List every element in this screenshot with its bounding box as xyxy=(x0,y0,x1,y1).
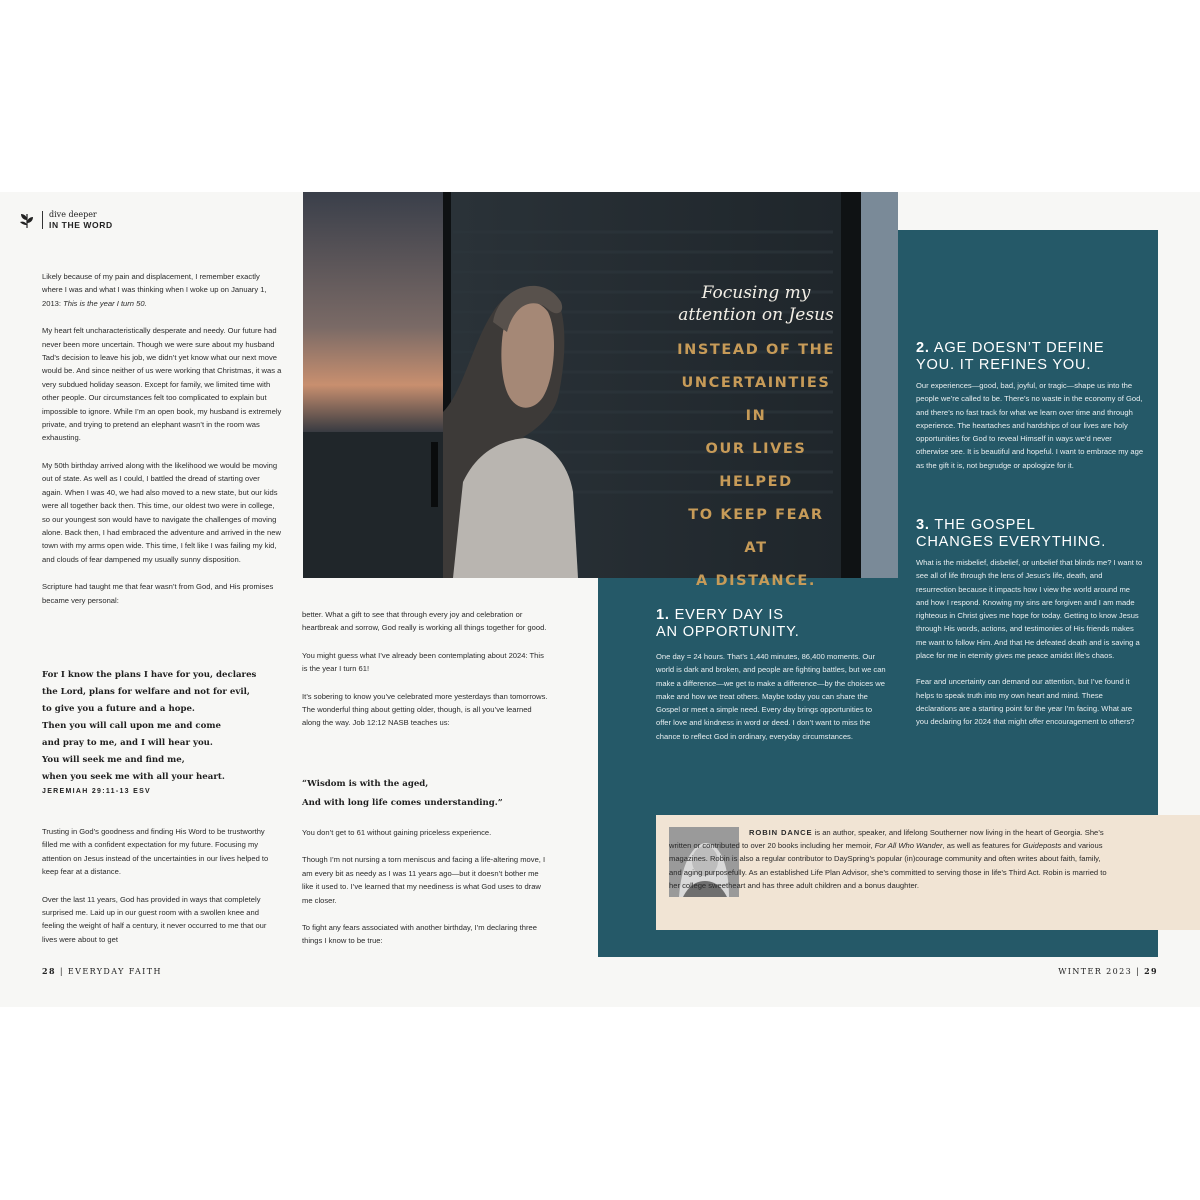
paragraph: Trusting in God’s goodness and finding His Word to be trustworthy filled me with a confident expectation for my future. Focusing my attention on Jesus instead of the uncertainties in our lives helped to keep fear at a distance. xyxy=(42,827,269,877)
pull-quote-line: INSTEAD OF THE xyxy=(677,342,835,358)
pull-quote-line: TO KEEP FEAR AT xyxy=(688,507,824,556)
pull-quote-script-line: attention on Jesus xyxy=(678,305,834,325)
pull-quote xyxy=(676,282,836,598)
scripture-line: when you seek me with all your heart. xyxy=(42,772,225,782)
scripture-quote xyxy=(42,667,282,795)
paragraph: My 50th birthday arrived along with the likelihood we would be moving out of state. As well as I could, I battled the dread of starting over again. When I was 40, we had also moved to a new state, but our kids were all together back then. This time, our oldest two were in college, so our youngest son would have to navigate the challenges of moving alone. Back then, I had embraced the adventure and arrived in the new town with my arms open wide. This time, I felt like I was failing my kid, and clouds of fear dampened my usually sunny disposition. xyxy=(42,460,281,564)
section-3-heading: 3. THE GOSPEL CHANGES EVERYTHING. xyxy=(916,517,1107,550)
body-column-2-continued xyxy=(302,826,548,962)
paragraph: Likely because of my pain and displacement, I remember exactly where I was and what I was thinking when I woke up on January 1, 2013: This is the year I turn 50. xyxy=(42,272,267,308)
scripture-line: and pray to me, and I will hear you. xyxy=(42,738,213,748)
paragraph: Our experiences—good, bad, joyful, or tragic—shape us into the people we’re called to be. There’s no waste in the economy of God, and there’s no fast track for what we learn over time and through experience. The heartaches and hardships of our lives are holy opportunities for God to reveal Himself in ways we’d never otherwise see. It is beautiful and hopeful. I want to embrace my age as the gift it is, not begrudge or apologize for it. xyxy=(916,381,1144,470)
scripture-line: to give you a future and a hope. xyxy=(42,704,195,714)
paragraph: better. What a gift to see that through every joy and celebration or heartbreak and sorrow, God really is working all things together for good. xyxy=(302,610,547,633)
header-kicker: dive deeper xyxy=(49,210,97,219)
pull-quote-line: OUR LIVES HELPED xyxy=(705,441,807,490)
paragraph: My heart felt uncharacteristically desperate and needy. Our future had never been more uncertain. Though we were sure about my husband Tad’s decision to leave his job, we didn’t yet know what our next move would be. And since neither of us were working that Christmas, it was a very subdued holiday season. Except for family, we limited time with other people. Our circumstances felt too complicated to explain but impossible to ignore. While I’m an open book, my husband is extremely private, and trying to pretend an elephant wasn’t in the room was exhausting. xyxy=(42,326,282,443)
job-quote xyxy=(302,775,548,813)
section-header xyxy=(18,210,113,230)
paragraph: What is the misbelief, disbelief, or unbelief that blinds me? I want to see all of life through the lens of Jesus’s life, death, and resurrection because it impacts how I view the world around me and how I respond. Knowing my sins are forgiven and I am made righteous in Christ gives me hope for today. Getting to know Jesus through His words, actions, and testimonies of His friends makes me want to follow Him. And that He defeated death and is saving a place for me in eternity gives me peace amidst life’s chaos. xyxy=(916,558,1143,661)
scripture-line: Then you will call upon me and come xyxy=(42,721,221,731)
section-1-heading: 1. EVERY DAY IS AN OPPORTUNITY. xyxy=(656,607,800,640)
paragraph: It’s sobering to know you’ve celebrated more yesterdays than tomorrows. The wonderful thing about getting older, though, is all you’ve learned along the way. Job 12:12 NASB teaches us: xyxy=(302,691,548,728)
pull-quote-script-line: Focusing my xyxy=(701,283,811,303)
author-bio-text: ROBIN DANCE is an author, speaker, and lifelong Southerner now living in the heart of Georgia. She’s written or contributed to over 20 books including her memoir, For All Who Wander, as well as features for Guideposts and various magazines. Robin is also a regular contributor to DaySpring’s popular (in)courage community and often writes about faith, family, and aging purposefully. As an established Life Plan Advisor, she’s committed to serving those in life’s Third Act. Robin is married to her college sweetheart and has three adult children and a bonus daughter. xyxy=(669,828,1107,890)
pull-quote-line: UNCERTAINTIES IN xyxy=(681,375,831,424)
scripture-line: For I know the plans I have for you, declares xyxy=(42,670,257,680)
leaf-logo-icon xyxy=(18,211,36,229)
section-1-body xyxy=(656,650,888,756)
header-title: IN THE WORD xyxy=(49,220,113,230)
scripture-reference: JEREMIAH 29:11-13 ESV xyxy=(42,788,152,795)
folio-right: WINTER 2023 | 29 xyxy=(1058,966,1158,976)
author-name: ROBIN DANCE xyxy=(749,828,813,837)
body-column-1 xyxy=(42,270,282,621)
section-2-body xyxy=(916,379,1144,485)
quote-line: And with long life comes understanding.” xyxy=(302,798,503,808)
paragraph: You might guess what I’ve already been contemplating about 2024: This is the year I turn 61! xyxy=(302,650,544,674)
scripture-line: You will seek me and find me, xyxy=(42,755,185,765)
section-3-body xyxy=(916,556,1144,742)
body-column-1-continued xyxy=(42,825,282,960)
paragraph: One day = 24 hours. That’s 1,440 minutes, 86,400 moments. Our world is dark and broken, and people are fighting battles, but we can make a difference—we get to make a difference—by the choices we make and how we treat others. Maybe today you can share the Gospel or meet a simple need. Every day brings opportunities to offer love and kindness in word or deed. I don’t want to miss the chance to reflect God in ordinary, everyday circumstances. xyxy=(656,652,886,741)
paragraph: You don’t get to 61 without gaining priceless experience. xyxy=(302,828,492,837)
quote-line: “Wisdom is with the aged, xyxy=(302,779,429,789)
folio-left: 28 | EVERYDAY FAITH xyxy=(42,966,162,976)
header-divider xyxy=(42,211,43,229)
paragraph: To fight any fears associated with another birthday, I’m declaring three things I know to be true: xyxy=(302,923,537,946)
scripture-line: the Lord, plans for welfare and not for evil, xyxy=(42,687,250,697)
paragraph: Over the last 11 years, God has provided in ways that completely surprised me. Laid up in our guest room with a swollen knee and feeling the weight of half a century, it never occurred to me that our lives were about to get xyxy=(42,894,267,944)
body-column-2 xyxy=(302,608,548,744)
pull-quote-line: A DISTANCE. xyxy=(696,573,816,589)
paragraph: Scripture had taught me that fear wasn’t from God, and His promises became very personal: xyxy=(42,582,274,605)
paragraph: Fear and uncertainty can demand our attention, but I’ve found it helps to speak truth into my own heart and mind. These declarations are a starting point for the year I’m facing. What are you declaring for 2024 that might offer encouragement to others? xyxy=(916,677,1135,727)
section-2-heading: 2. AGE DOESN’T DEFINE YOU. IT REFINES YOU. xyxy=(916,340,1105,373)
paragraph: Though I’m not nursing a torn meniscus and facing a life-altering move, I am every bit as needy as I was 11 years ago—but it doesn’t bother me like it used to. I’ve learned that my neediness is what God uses to draw me closer. xyxy=(302,855,546,905)
